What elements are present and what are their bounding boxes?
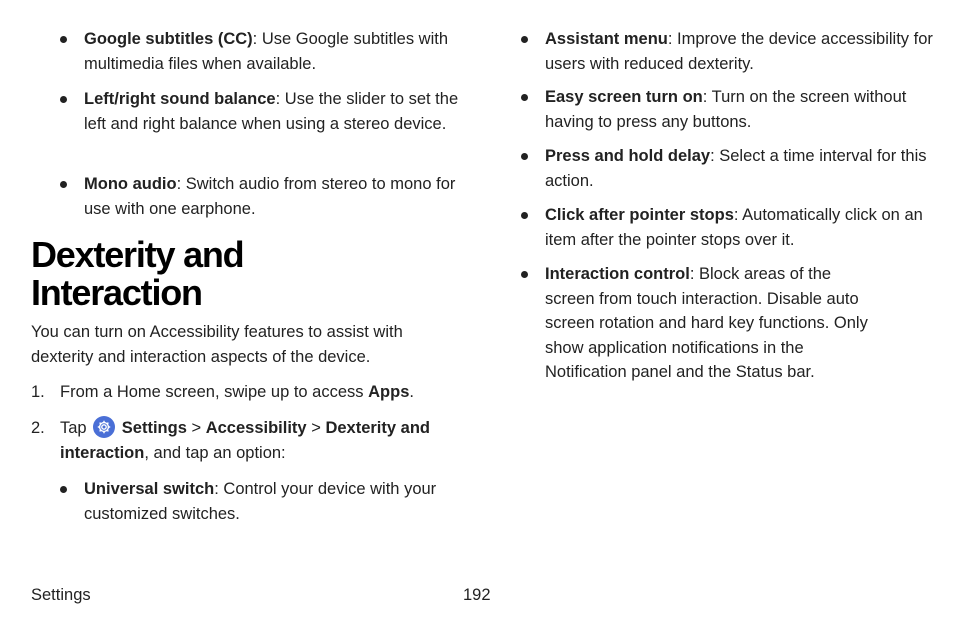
bullet-assistant-menu	[521, 27, 954, 76]
bullet-universal-switch	[60, 477, 484, 526]
bullet-click-after-pointer-stops	[521, 203, 954, 252]
path-accessibility: Accessibility	[205, 419, 307, 437]
bullet-desc: : Improve the device accessibility for users with reduced dexterity.	[545, 30, 933, 73]
bullet-desc: : Switch audio from stereo to mono for use with one earphone.	[84, 175, 456, 218]
bullet-google-subtitles	[60, 27, 484, 76]
bullet-press-and-hold-delay	[521, 144, 954, 193]
bullet-term: Click after pointer stops	[545, 206, 734, 224]
step-text-pre: Tap	[60, 419, 87, 437]
step-number: 1.	[31, 383, 45, 401]
page-number: 192	[463, 586, 491, 604]
bullet-term: Universal switch	[84, 480, 215, 498]
page-title-line2: Interaction	[31, 271, 202, 313]
step-number: 2.	[31, 419, 45, 437]
bullet-term: Interaction control	[545, 265, 690, 283]
bullet-desc: : Select a time interval for this action.	[545, 147, 927, 190]
bullet-interaction-control	[521, 262, 885, 385]
path-dexterity: Dexterity and interaction	[60, 419, 430, 462]
bullet-desc: : Turn on the screen without having to press any buttons.	[545, 88, 907, 131]
page-title-line1: Dexterity and	[31, 234, 244, 275]
step-text	[60, 380, 460, 405]
step-text-post: .	[409, 383, 414, 401]
path-settings: Settings	[121, 419, 187, 437]
bullet-desc: : Block areas of the screen from touch interaction. Disable auto screen rotation and hard key functions. Only show application notifications in the Notification panel and the Status bar.	[545, 265, 868, 381]
bullet-term: Google subtitles (CC)	[84, 30, 253, 48]
bullet-term: Assistant menu	[545, 30, 668, 48]
bullet-left-right-balance	[60, 87, 484, 136]
footer-section-name: Settings	[31, 586, 91, 604]
bullet-desc: : Use the slider to set the left and right balance when using a stereo device.	[84, 90, 459, 133]
step-text	[60, 416, 460, 465]
bullet-desc: : Use Google subtitles with multimedia files when available.	[84, 30, 449, 73]
bullet-term: Press and hold delay	[545, 147, 711, 165]
bullet-desc: : Control your device with your customized switches.	[84, 480, 437, 523]
bullet-mono-audio	[60, 172, 484, 221]
bullet-desc: : Automatically click on an item after the pointer stops over it.	[545, 206, 923, 249]
page-title	[31, 236, 243, 312]
settings-gear-icon	[93, 416, 115, 438]
path-separator: >	[191, 419, 202, 437]
apps-label: Apps	[368, 383, 410, 401]
bullet-term: Left/right sound balance	[84, 90, 276, 108]
bullet-easy-screen-turn-on	[521, 85, 954, 134]
bullet-term: Easy screen turn on	[545, 88, 703, 106]
path-separator: >	[311, 419, 321, 437]
section-intro: You can turn on Accessibility features to assist with dexterity and interaction aspects of the device.	[31, 323, 403, 366]
step-text-pre: From a Home screen, swipe up to access	[60, 383, 369, 401]
bullet-term: Mono audio	[84, 175, 177, 193]
step-text-post: , and tap an option:	[144, 443, 286, 462]
